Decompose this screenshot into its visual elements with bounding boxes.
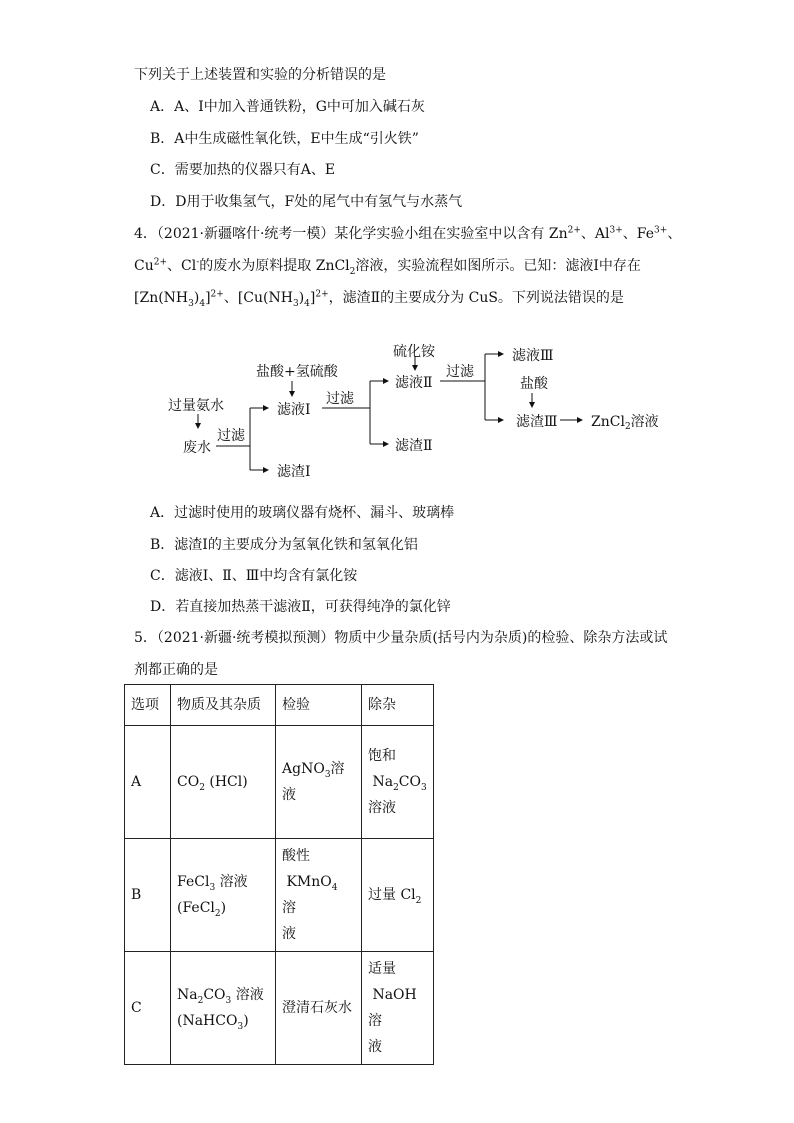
header-test: 检验 bbox=[276, 685, 362, 726]
q4-option-b: B．滤渣Ⅰ的主要成分为氢氧化铁和氢氧化铝 bbox=[150, 537, 418, 553]
label-filtrate-3: 滤液Ⅲ bbox=[512, 348, 554, 364]
label-filter-2: 过滤 bbox=[326, 391, 354, 407]
label-waste: 废水 bbox=[183, 440, 211, 456]
cell-remove: 过量 $Cl_2$ bbox=[362, 839, 434, 952]
header-option: 选项 bbox=[125, 685, 171, 726]
q4-stem-line-2: $Cu^{2+}$、Cl-的废水为原料提取 ZnCl$_2$溶液，实验流程如图所示。已知：滤液Ⅰ中存在 bbox=[134, 257, 641, 277]
label-filter-3: 过滤 bbox=[446, 364, 474, 380]
q5-stem-line-1: 5．（2021·新疆·统考模拟预测）物质中少量杂质(括号内为杂质)的检验、除杂方法或试 bbox=[134, 630, 668, 646]
label-product: ZnCl$_2$溶液 bbox=[591, 414, 659, 432]
q3-option-b: B．A中生成磁性氧化铁，E中生成“引火铁” bbox=[150, 131, 419, 147]
cell-test: 酸性 KMnO$_4$ 溶 液 bbox=[276, 839, 362, 952]
table-header-row bbox=[125, 685, 434, 726]
cell-substance: FeCl$_3$ 溶液 (FeCl$_2$) bbox=[171, 839, 276, 952]
q4-option-d: D．若直接加热蒸干滤液Ⅱ，可获得纯净的氯化锌 bbox=[150, 599, 451, 615]
label-ammonia: 过量氨水 bbox=[168, 398, 224, 414]
cell-remove: 适量 NaOH 溶 液 bbox=[362, 952, 434, 1065]
cell-remove: 饱和 $Na_2CO_3$ 溶液 bbox=[362, 726, 434, 839]
table-row bbox=[125, 726, 434, 839]
cell-option: A bbox=[125, 726, 171, 839]
label-residue-1: 滤渣Ⅰ bbox=[277, 464, 311, 480]
header-substance: 物质及其杂质 bbox=[171, 685, 276, 726]
q3-option-c: C．需要加热的仪器只有A、E bbox=[150, 162, 336, 178]
label-residue-2: 滤渣Ⅱ bbox=[395, 438, 433, 454]
q5-table bbox=[124, 684, 434, 1065]
cell-test: AgNO$_3$溶 液 bbox=[276, 726, 362, 839]
q3-stem: 下列关于上述装置和实验的分析错误的是 bbox=[134, 67, 386, 83]
q4-stem-line-3: $[Zn(NH_3)_4]^{2+}$、$[Cu(NH_3)_4]^{2+}$，滤渣Ⅱ的主要成分为 CuS。下列说法错误的是 bbox=[134, 289, 624, 309]
q4-option-a: A．过滤时使用的玻璃仪器有烧杯、漏斗、玻璃棒 bbox=[150, 505, 455, 521]
process-flow-diagram bbox=[150, 336, 670, 486]
cell-substance: $Na_2CO_3$ 溶液 (NaHCO$_3$) bbox=[171, 952, 276, 1065]
label-reagent-2: 盐酸+氢硫酸 bbox=[256, 364, 338, 380]
label-reagent-3: 硫化铵 bbox=[393, 344, 435, 360]
q3-option-d: D．D用于收集氢气，F处的尾气中有氢气与水蒸气 bbox=[150, 194, 463, 210]
q4-stem-line-1: 4．（2021·新疆喀什·统考一模）某化学实验小组在实验室中以含有 $Zn^{2+}$、$Al^{3+}$、$Fe^{3+}$、 bbox=[134, 225, 682, 242]
label-filter-1: 过滤 bbox=[217, 428, 245, 444]
label-hcl: 盐酸 bbox=[520, 376, 548, 392]
q5-stem-line-2: 剂都正确的是 bbox=[134, 662, 218, 678]
cell-test: 澄清石灰水 bbox=[276, 952, 362, 1065]
cell-option: B bbox=[125, 839, 171, 952]
q4-option-c: C．滤液Ⅰ、Ⅱ、Ⅲ中均含有氯化铵 bbox=[150, 568, 358, 584]
table-row bbox=[125, 839, 434, 952]
cell-substance: $CO_2$ (HCl) bbox=[171, 726, 276, 839]
cell-option: C bbox=[125, 952, 171, 1065]
label-filtrate-1: 滤液Ⅰ bbox=[277, 402, 311, 418]
table-row bbox=[125, 952, 434, 1065]
label-residue-3: 滤渣Ⅲ bbox=[516, 414, 558, 430]
header-remove: 除杂 bbox=[362, 685, 434, 726]
q3-option-a: A．A、I中加入普通铁粉，G中可加入碱石灰 bbox=[150, 99, 425, 115]
label-filtrate-2: 滤液Ⅱ bbox=[395, 375, 433, 391]
